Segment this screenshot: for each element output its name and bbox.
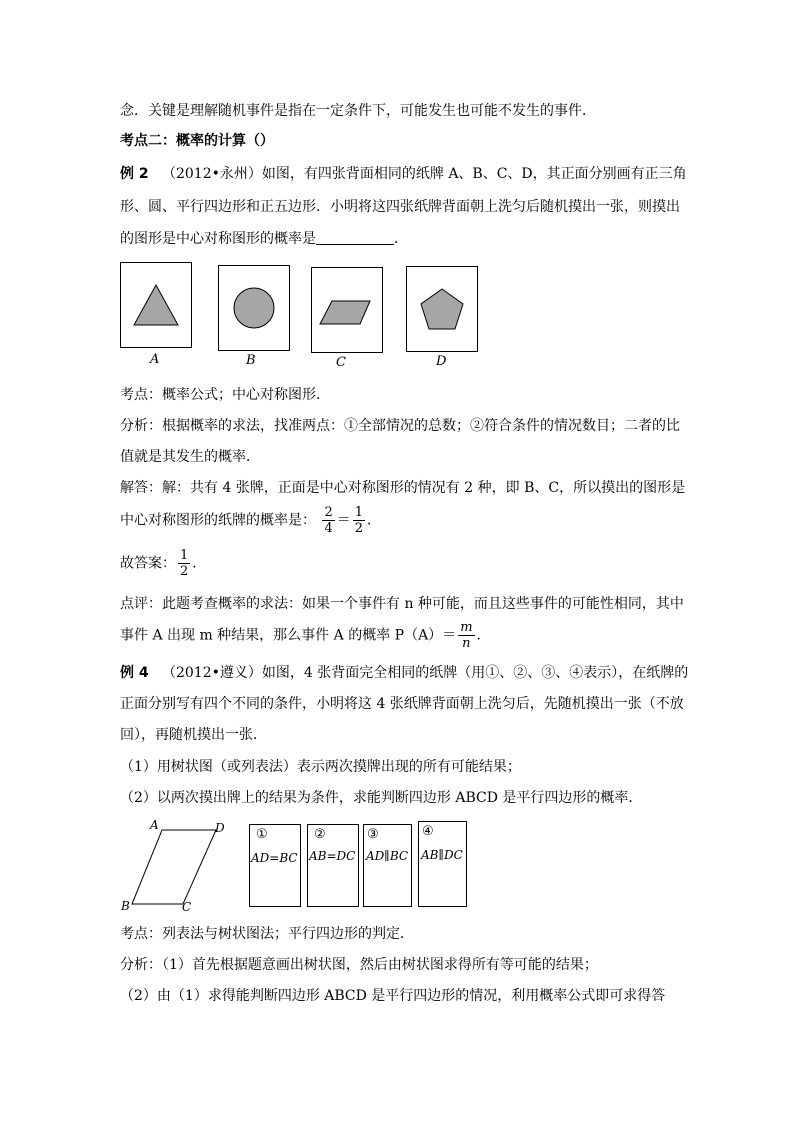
denominator: n <box>462 636 471 651</box>
answer-line <box>120 548 206 584</box>
card-condition: AD∥BC <box>366 849 409 863</box>
circle-shape <box>219 266 289 350</box>
card-d-label: D <box>436 354 447 369</box>
text-line: 念．关键是理解随机事件是指在一定条件下，可能发生也可能不发生的事件． <box>120 103 596 119</box>
card-c <box>311 267 383 353</box>
text-line: 解答：解：共有 4 张牌，正面是中心对称图形的情况有 2 种，即 B、C，所以摸出的图形是 <box>120 480 686 496</box>
answer-blank <box>316 230 394 245</box>
text-line: （2）以两次摸出牌上的结果为条件，求能判断四边形 ABCD 是平行四边形的概率． <box>120 790 643 806</box>
numerator: m <box>460 620 473 635</box>
fraction-m-n <box>458 620 474 651</box>
card-condition: AB∥DC <box>421 848 463 862</box>
card-number: ① <box>256 827 268 842</box>
text-line: 分析：（1）首先根据题意画出树状图，然后由树状图求得所有等可能的结果； <box>120 957 598 973</box>
text: ． <box>367 512 382 529</box>
card-condition: AB=DC <box>309 849 356 863</box>
fraction-1-2 <box>353 505 365 536</box>
numerator: 1 <box>354 505 364 520</box>
equals-sign: ＝ <box>336 512 351 529</box>
text: （2012•遵义）如图，4 张背面完全相同的纸牌（用①、②、③、④表示），在纸牌的 <box>161 665 689 681</box>
triangle-shape <box>121 263 191 347</box>
text: （2012•永州）如图，有四张背面相同的纸牌 A、B、C、D，其正面分别画有正三角 <box>161 166 687 182</box>
text-line: （1）用树状图（或列表法）表示两次摸牌出现的所有可能结果； <box>120 759 521 775</box>
text: 中心对称图形的纸牌的概率是： <box>120 512 316 529</box>
card-d <box>406 266 478 352</box>
text-line: 形、圆、平行四边形和正五边形．小明将这四张纸牌背面朝上洗匀后随机摸出一张，则摸出 <box>120 199 680 215</box>
text-line: （2）由（1）求得能判断四边形 ABCD 是平行四边形的情况，利用概率公式即可求得答 <box>120 988 666 1004</box>
question-blank-line <box>120 229 408 249</box>
condition-card-4 <box>418 821 467 907</box>
text: 的图形是中心对称图形的概率是 <box>120 231 316 247</box>
section-heading: 考点二：概率的计算（） <box>120 133 274 149</box>
denominator: 2 <box>180 564 189 579</box>
text-line: 考点：列表法与树状图法；平行四边形的判定． <box>120 926 414 942</box>
pentagon-shape <box>407 267 477 351</box>
card-b-label: B <box>246 353 256 368</box>
text: 故答案： <box>120 555 176 572</box>
text-line: 考点：概率公式；中心对称图形． <box>120 387 330 403</box>
vertex-d-label: D <box>215 821 225 835</box>
text-line: 值就是其发生的概率． <box>120 449 260 465</box>
text-line: 分析：根据概率的求法，找准两点：①全部情况的总数；②符合条件的情况数目；二者的比 <box>120 418 680 434</box>
vertex-a-label: A <box>150 818 159 832</box>
example-2-line-1 <box>120 164 687 184</box>
text: 事件 A 出现 m 种结果，那么事件 A 的概率 P（A）＝ <box>120 627 457 644</box>
card-c-label: C <box>336 355 346 370</box>
card-number: ③ <box>367 827 379 842</box>
text-line: 回），再随机摸出一张． <box>120 727 267 743</box>
condition-card-3 <box>363 824 412 907</box>
text-line: 点评：此题考查概率的求法：如果一个事件有 n 种可能，而且这些事件的可能性相同，其中 <box>120 596 684 612</box>
text-line: 正面分别写有四个不同的条件，小明将这 4 张纸牌背面朝上洗匀后，先随机摸出一张（不放 <box>120 696 684 712</box>
example-label: 例 4 <box>120 665 149 681</box>
vertex-b-label: B <box>121 899 130 913</box>
vertex-c-label: C <box>182 900 192 914</box>
denominator: 4 <box>324 521 333 536</box>
card-number: ② <box>314 827 326 842</box>
probability-formula-line <box>120 620 491 656</box>
condition-card-1 <box>249 824 301 907</box>
numerator: 1 <box>180 548 189 563</box>
text: ． <box>394 231 408 247</box>
numerator: 2 <box>324 505 333 520</box>
denominator: 2 <box>354 521 364 536</box>
card-b <box>218 265 290 351</box>
fraction-1-2-answer <box>178 548 190 579</box>
card-number: ④ <box>422 824 434 839</box>
card-a <box>120 262 192 348</box>
parallelogram-shape <box>312 268 382 352</box>
card-condition: AD=BC <box>251 851 298 865</box>
card-a-label: A <box>150 352 160 367</box>
example-label: 例 2 <box>120 166 149 182</box>
text: ． <box>192 555 207 572</box>
example-4-line-1 <box>120 663 688 683</box>
solution-line-fraction <box>120 505 381 541</box>
condition-card-2 <box>307 824 359 907</box>
text: ． <box>476 627 491 644</box>
fraction-2-4 <box>322 505 334 536</box>
